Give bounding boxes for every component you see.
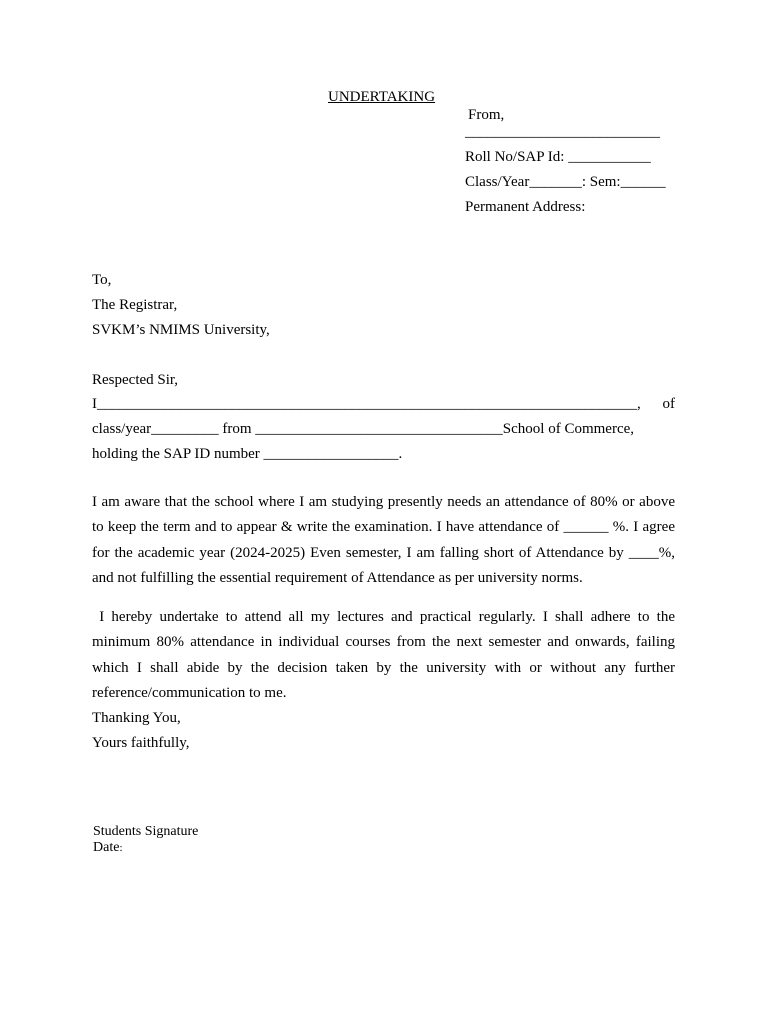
roll-no-line: Roll No/SAP Id: ___________ (465, 149, 651, 165)
class-year-sem-line: Class/Year_______: Sem:______ (465, 174, 666, 190)
closing-line: Yours faithfully, (92, 735, 190, 751)
intro-line-class: class/year_________ from _________________________________School of Commerce, (92, 421, 635, 437)
intro-line-name: I________________________________________________________________________, of (92, 396, 675, 412)
registrar-line: The Registrar, (92, 297, 178, 313)
date-line (93, 839, 123, 857)
date-label: Date (93, 840, 120, 855)
salutation: Respected Sir, (92, 372, 179, 388)
signature-label: Students Signature (93, 824, 199, 839)
attendance-paragraph: I am aware that the school where I am studying presently needs an attendance of 80% or above to keep the term and to appear & write the examination. I have attendance of ______ %. I agree for the academic year (2024-2025) Even semester, I am falling short of Attendance by ____%, and not fulfilling the essential requirement of Attendance as per university norms. (92, 494, 675, 586)
intro-line-sap-id: holding the SAP ID number __________________. (92, 446, 403, 462)
thanking-line: Thanking You, (92, 710, 181, 726)
document-title: UNDERTAKING (328, 89, 436, 105)
date-colon: : (119, 842, 123, 854)
to-label: To, (92, 272, 112, 288)
university-line: SVKM’s NMIMS University, (92, 322, 270, 338)
permanent-address-label: Permanent Address: (465, 199, 586, 215)
undertaking-paragraph: I hereby undertake to attend all my lectures and practical regularly. I shall adhere to the minimum 80% attendance in individual courses from the next semester and onwards, failing which I shall abide by the decision taken by the university with or without any further reference/communication to me. (92, 609, 679, 701)
from-label: From, (468, 107, 505, 123)
from-name-line: __________________________ (465, 124, 660, 140)
